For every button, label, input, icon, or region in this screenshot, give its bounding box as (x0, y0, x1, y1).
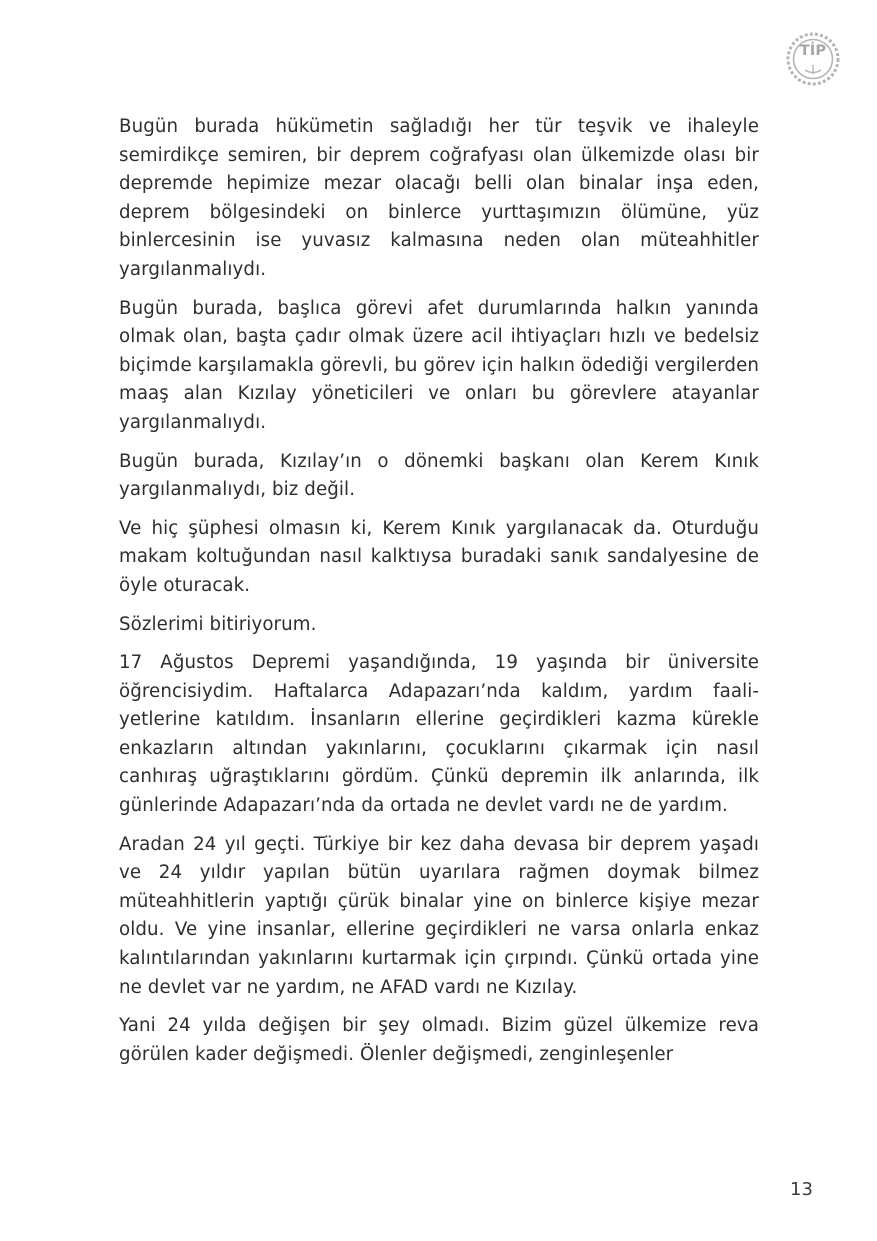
paragraph: Bugün burada, başlıca görevi afet durumlarında halkın yanında olmak olan, başta çadır olmak üzere acil ihtiyaçları hızlı ve bedelsiz biçimde karşılamakla görevli, bu görev için halkın ödediği vergilerden maaş alan Kızılay yöneticileri ve onları bu görevlere atayanlar yargılanmalıydı. (119, 297, 759, 433)
paragraph: Aradan 24 yıl geçti. Türkiye bir kez daha devasa bir deprem yaşadı ve 24 yıldır yapılan bütün uyarılara rağmen doymak bilmez müteahhitlerin yaptığı çürük binalar yine on binlerce kişiye mezar oldu. Ve yine insanlar, ellerine geçirdikleri ne varsa onlarla enkaz kalıntılarından yakınlarını kurtarmak için çırpındı. Çünkü ortada yine ne devlet var ne yardım, ne AFAD vardı ne Kızılay. (119, 833, 759, 998)
page-number: 13 (790, 1179, 813, 1200)
paragraph: Bugün burada, Kızılay’ın o dönemki başkanı olan Kerem Kınık yargılanmalıydı, biz değil. (119, 450, 759, 501)
paragraph: Sözlerimi bitiriyorum. (119, 613, 317, 635)
paragraph: 17 Ağustos Depremi yaşandığında, 19 yaşında bir üniversite öğrencisiydim. Haftalarca Adapazarı’nda kaldım, yardım faaliyetlerine katıldım. İnsanların ellerine geçirdikleri kazma kürekle enkazların altından yakınlarını, çocuklarını çıkarmak için nasıl canhıraş uğraştıklarını gördüm. Çünkü depremin ilk anlarında, ilk günlerinde Adapazarı’nda da ortada ne devlet vardı ne de yardım. (119, 652, 759, 817)
paragraph: Yani 24 yılda değişen bir şey olmadı. Bizim güzel ülkemize reva görülen kader değişmedi. Ölenler değişmedi, zenginleşenler (119, 1015, 759, 1065)
laurel-wreath-icon (786, 32, 840, 86)
document-body (119, 113, 759, 1079)
paragraph: Ve hiç şüphesi olmasın ki, Kerem Kınık yargılanacak da. Oturduğu makam koltuğundan nasıl kalktıysa buradaki sanık sandalyesine de öyle oturacak. (119, 517, 759, 596)
paragraph: Bugün burada hükümetin sağladığı her tür teşvik ve ihaleyle semirdikçe semiren, bir deprem coğrafyası olan ülkemizde olası bir depremde hepimize mezar olacağı belli olan binalar inşa eden, deprem bölgesindeki on binlerce yurttaşımızın ölümüne, yüz binlercesinin ise yuvasız kalmasına neden olan müteahhitler yargılanmalıydı. (119, 116, 759, 280)
logo-text: TİP (799, 43, 827, 59)
tip-party-logo (786, 32, 840, 86)
